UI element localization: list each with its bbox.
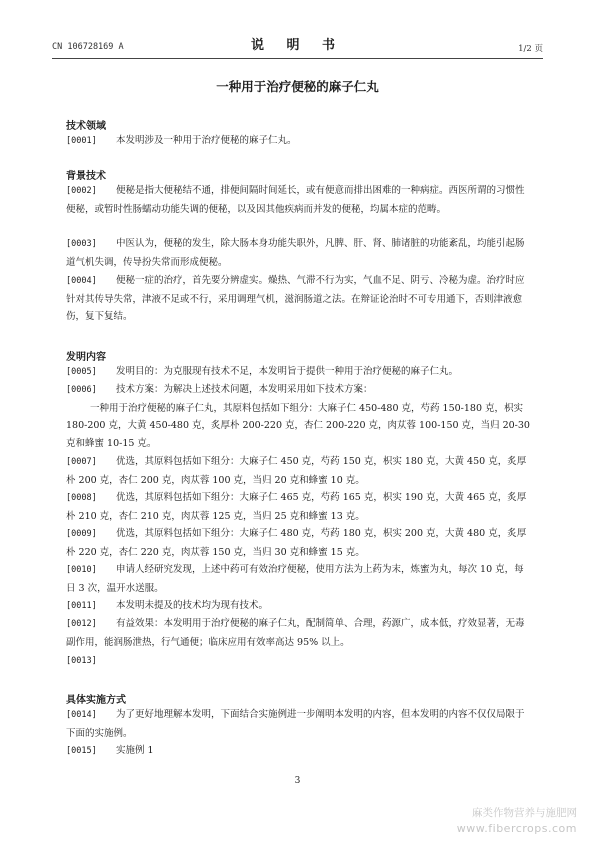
page-indicator: 1/2 页 [518, 44, 543, 54]
paragraph-text: 便秘是指大便秘结不通，排便间隔时间延长，或有便意而排出困难的一种病症。西医所谓的习惯性便秘，或暂时性肠蠕动功能失调的便秘，以及因其他疾病而并发的便秘，均属本症的范畴。 [66, 185, 525, 215]
section-heading-background: 背景技术 [66, 171, 106, 182]
paragraph-text: 中医认为，便秘的发生，除大肠本身功能失职外，凡脾、肝、肾、肺诸脏的功能紊乱，均能引起肠道气机失调，传导扮失常而形成便秘。 [66, 238, 525, 268]
section-heading-embodiment: 具体实施方式 [66, 695, 126, 706]
invention-title: 一种用于治疗便秘的麻子仁丸 [216, 79, 379, 94]
watermark-site-name: 麻类作物营养与施肥网 [472, 807, 577, 819]
paragraph-text: 本发明涉及一种用于治疗便秘的麻子仁丸。 [116, 135, 297, 146]
document-type-title: 说 明 书 [250, 38, 345, 53]
paragraph-text: 优选，其原料包括如下组分：大麻子仁 480 克，芍药 180 克，枳实 200 克，大黄 480 克，炙厚朴 220 克，杏仁 220 克，肉苁蓉 150 克，当归 30 克和蜂蜜 15 克。 [66, 528, 527, 558]
paragraph-0004 [66, 272, 530, 326]
paragraph-0011 [66, 597, 530, 616]
paragraph-number: [0012] [66, 619, 97, 629]
paragraph-0002 [66, 182, 530, 218]
section-heading-summary: 发明内容 [66, 352, 106, 363]
paragraph-text: 便秘一症的治疗，首先要分辨虚实。燥热、气滞不行为实，气血不足、阴亏、冷秘为虚。治疗时应针对其传导失常，津液不足或不行，采用调理气机，滋润肠道之法。在辩证论治时不可专用通下，否则津液愈伤，复下复结。 [66, 275, 525, 322]
paragraph-0009 [66, 525, 530, 561]
paragraph-text: 为了更好地理解本发明，下面结合实施例进一步阐明本发明的内容，但本发明的内容不仅仅局限于下面的实施例。 [66, 709, 525, 739]
paragraph-number: [0015] [66, 746, 97, 756]
paragraph-number: [0001] [66, 136, 97, 146]
paragraph-0013 [66, 652, 530, 671]
watermark [457, 806, 577, 836]
paragraph-number: [0011] [66, 601, 97, 611]
paragraph-number: [0009] [66, 529, 97, 539]
paragraph-number: [0004] [66, 276, 97, 286]
paragraph-number: [0014] [66, 710, 97, 720]
paragraph-text: 本发明未提及的技术均为现有技术。 [116, 600, 269, 611]
paragraph-0012 [66, 615, 530, 651]
paragraph-continuation: 一种用于治疗便秘的麻子仁丸，其原料包括如下组分：大麻子仁 450-480 克，芍药 150-180 克，枳实 180-200 克，大黄 450-480 克，炙厚朴 200-220 克，杏仁 200-220 克，肉苁蓉 100-150 克，当归 20-30 克和蜂蜜 10-15 克。 [66, 402, 530, 449]
paragraph-0001 [66, 132, 530, 151]
paragraph-0005 [66, 363, 530, 382]
paragraph-0014 [66, 706, 530, 742]
paragraph-text: 优选，其原料包括如下组分：大麻子仁 450 克，芍药 150 克，枳实 180 克，大黄 450 克，炙厚朴 200 克，杏仁 200 克，肉苁蓉 100 克，当归 20 克和蜂蜜 10 克。 [66, 456, 527, 486]
publication-number: CN 106728169 A [52, 42, 124, 52]
paragraph-0007 [66, 453, 530, 489]
paragraph-number: [0005] [66, 367, 97, 377]
page-number: 3 [294, 776, 301, 786]
paragraph-number: [0006] [66, 385, 97, 395]
paragraph-0008 [66, 489, 530, 525]
watermark-url: www.fibercrops.com [456, 822, 577, 835]
paragraph-0010 [66, 561, 530, 597]
paragraph-text: 优选，其原料包括如下组分：大麻子仁 465 克，芍药 165 克，枳实 190 克，大黄 465 克，炙厚朴 210 克，杏仁 210 克，肉苁蓉 125 克，当归 25 克和蜂蜜 13 克。 [66, 492, 527, 522]
paragraph-text: 申请人经研究发现，上述中药可有效治疗便秘，使用方法为上药为末，炼蜜为丸，每次 10 克，每日 3 次，温开水送服。 [66, 564, 524, 594]
paragraph-text: 有益效果：本发明用于治疗便秘的麻子仁丸，配制简单、合理，药源广，成本低，疗效显著，无毒副作用，能润肠泄热，行气通便；临床应用有效率高达 95% 以上。 [66, 618, 525, 648]
paragraph-number: [0008] [66, 493, 97, 503]
header-rule [52, 58, 543, 59]
paragraph-number: [0002] [66, 186, 97, 196]
section-heading-field: 技术领域 [66, 121, 106, 132]
paragraph-0003 [66, 235, 530, 271]
paragraph-number: [0003] [66, 239, 97, 249]
paragraph-text: 技术方案：为解决上述技术问题，本发明采用如下技术方案： [116, 384, 373, 395]
paragraph-0015 [66, 742, 530, 761]
paragraph-text: 发明目的：为克服现有技术不足，本发明旨于提供一种用于治疗便秘的麻子仁丸。 [116, 366, 459, 377]
paragraph-number: [0010] [66, 565, 97, 575]
paragraph-text: 实施例 1 [116, 745, 154, 756]
paragraph-0006 [66, 381, 530, 452]
paragraph-number: [0007] [66, 457, 97, 467]
paragraph-number: [0013] [66, 656, 97, 666]
page-header [52, 34, 543, 56]
